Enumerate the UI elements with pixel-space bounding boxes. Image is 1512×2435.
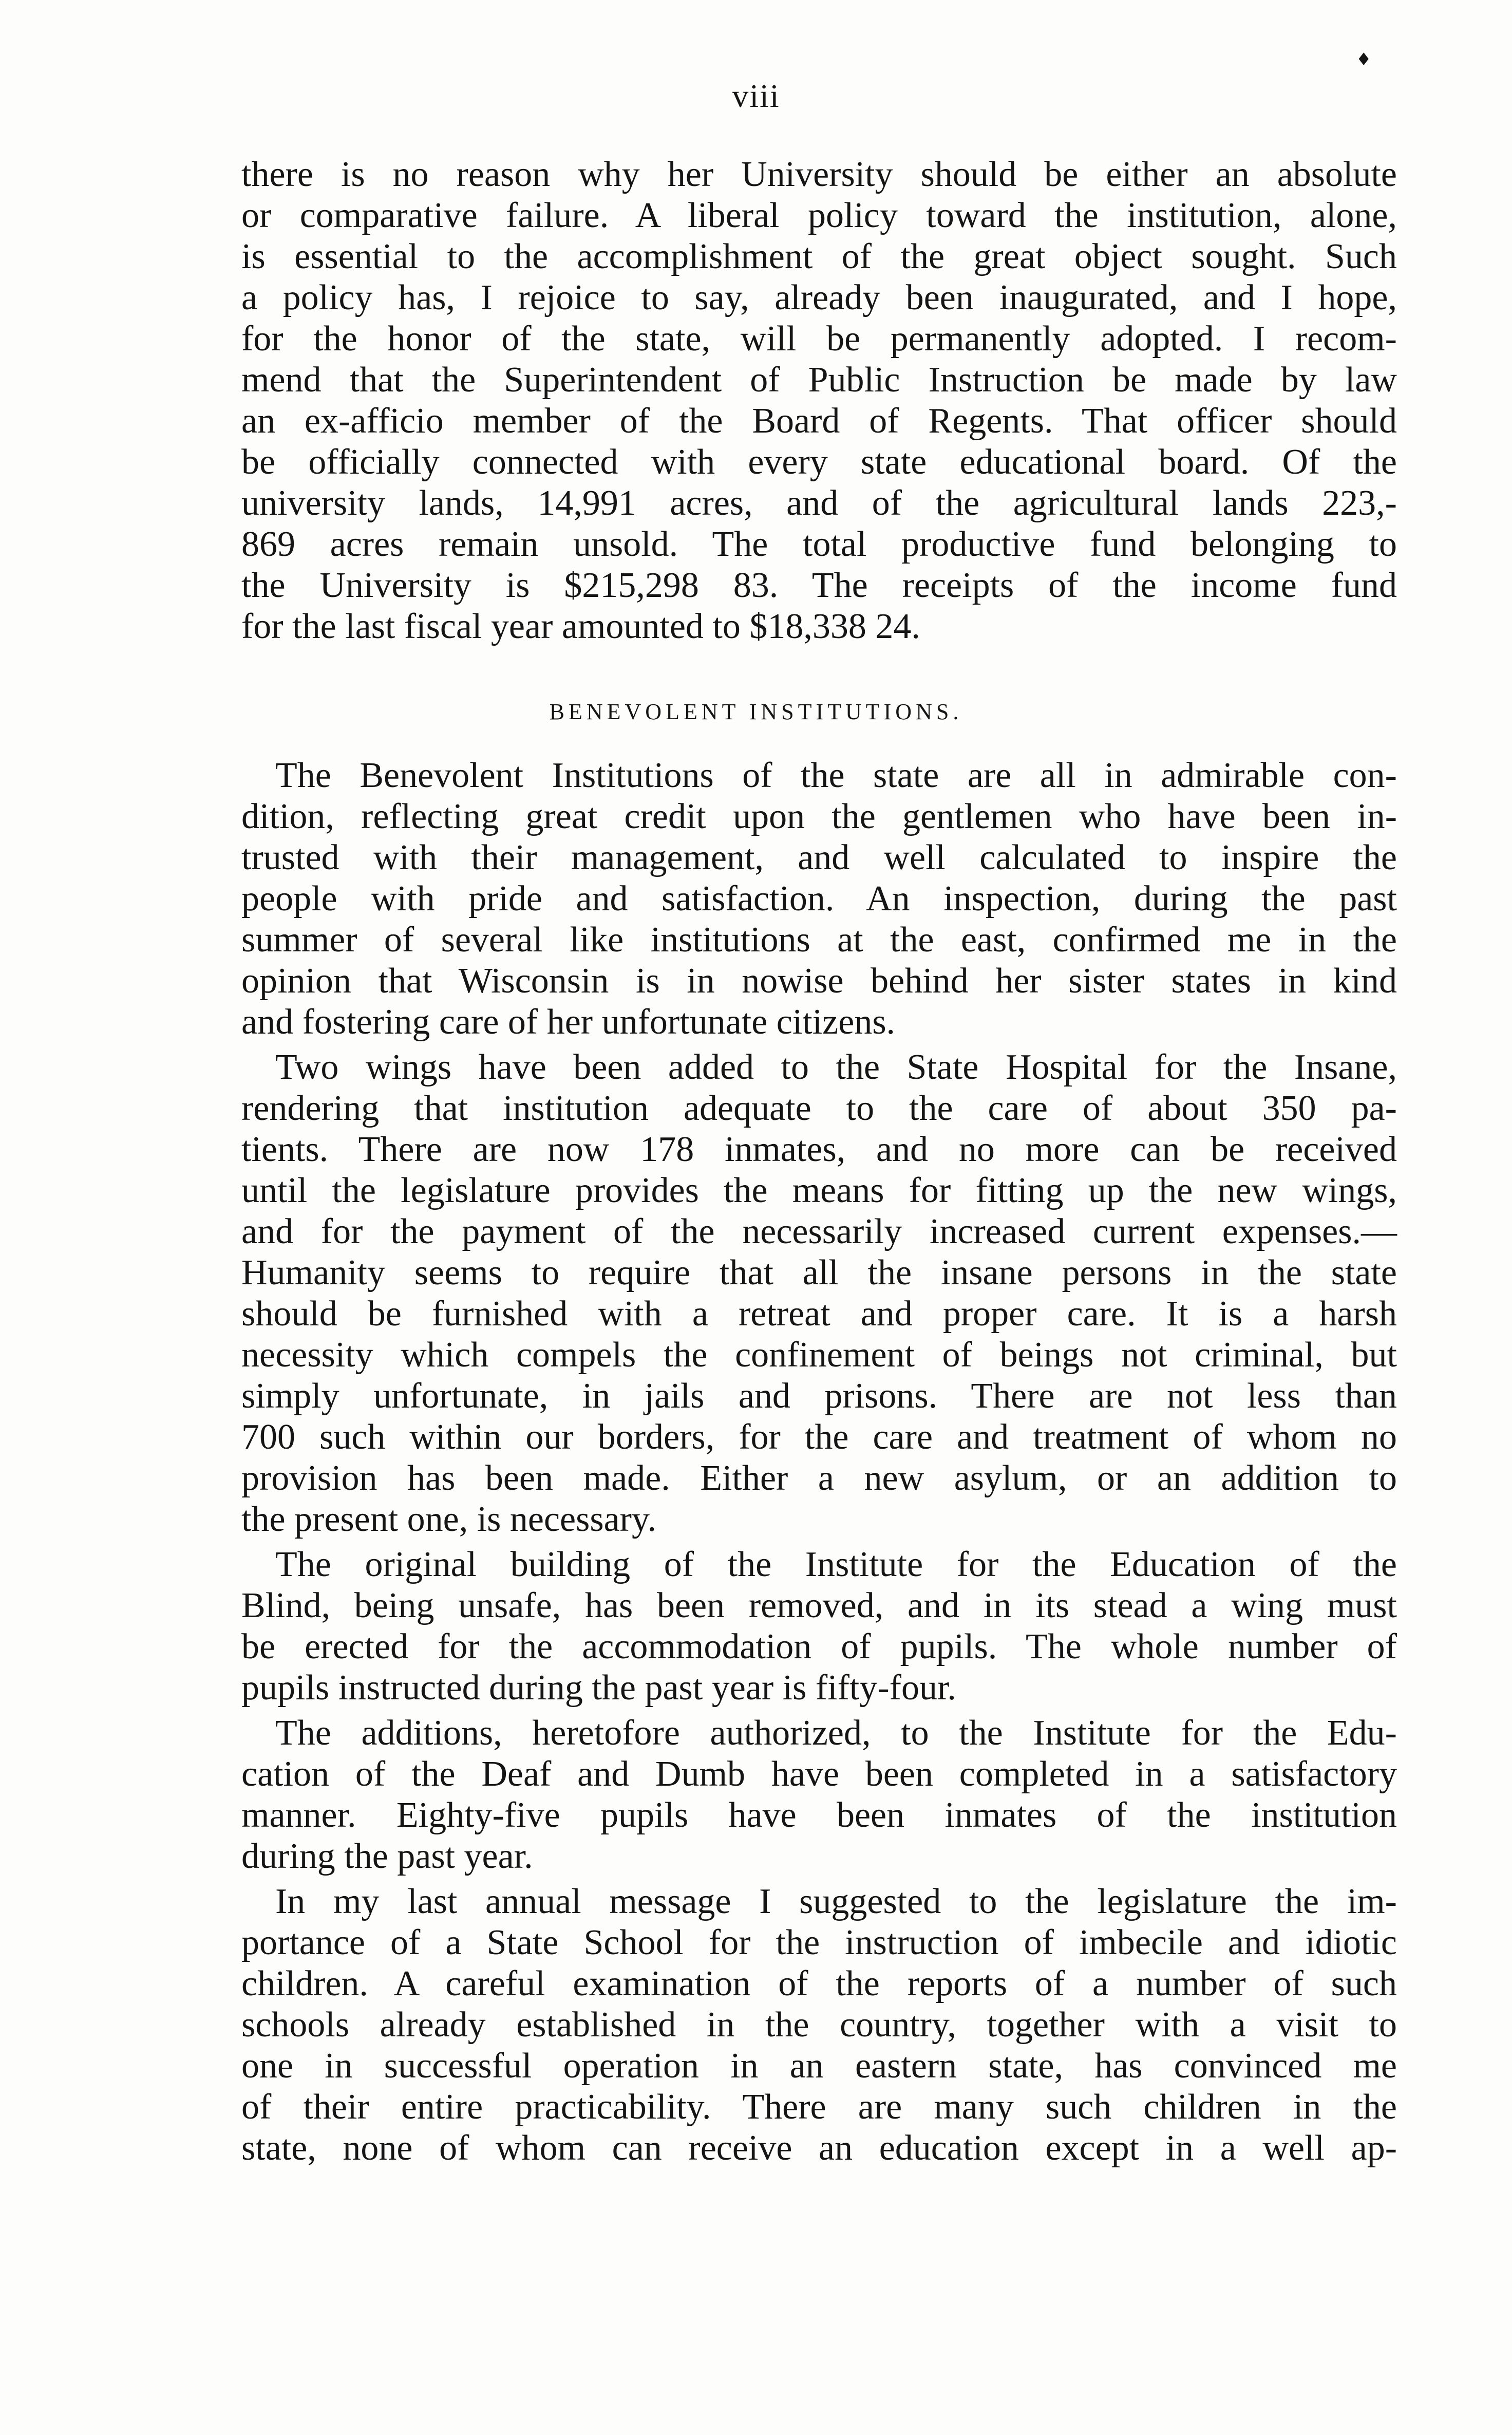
paragraph-insane-hospital: [241, 1047, 1397, 1540]
text-line: tients. There are now 178 inmates, and no more can be received: [241, 1130, 1397, 1169]
text-line: schools already established in the country, together with a visit to: [241, 2005, 1397, 2045]
text-line: the University is $215,298 83. The receipts of the income fund: [241, 566, 1397, 605]
text-line: trusted with their management, and well calculated to inspire the: [241, 838, 1397, 877]
text-line: until the legislature provides the means for fitting up the new wings,: [241, 1171, 1397, 1210]
text-line: for the last fiscal year amounted to $18,338 24.: [241, 607, 920, 646]
benevolent-section-body: [241, 755, 1397, 2169]
paragraph-blind-institute: [241, 1544, 1397, 1709]
text-line: necessity which compels the confinement of beings not criminal, but: [241, 1335, 1397, 1375]
corner-mark: ♦: [1356, 49, 1372, 70]
text-line: during the past year.: [241, 1837, 533, 1876]
paragraph-benevolent-condition: [241, 755, 1397, 1043]
text-line: The Benevolent Institutions of the state are all in admirable con-: [275, 756, 1397, 795]
text-line: Two wings have been added to the State Hospital for the Insane,: [275, 1047, 1397, 1087]
text-line: Blind, being unsafe, has been removed, and in its stead a wing must: [241, 1586, 1397, 1625]
text-line: an ex-afficio member of the Board of Regents. That officer should: [241, 401, 1397, 441]
text-line: portance of a State School for the instruction of imbecile and idiotic: [241, 1923, 1397, 1962]
paragraph-state-school: [241, 1881, 1397, 2169]
text-line: is essential to the accomplishment of the great object sought. Such: [241, 237, 1397, 276]
text-line: a policy has, I rejoice to say, already been inaugurated, and I hope,: [241, 278, 1397, 317]
page-number: viii: [732, 78, 780, 114]
paragraph-deaf-dumb-institute: [241, 1713, 1397, 1877]
text-line: be erected for the accommodation of pupils. The whole number of: [241, 1627, 1397, 1666]
text-line: 869 acres remain unsold. The total productive fund belonging to: [241, 525, 1397, 564]
section-heading: BENEVOLENT INSTITUTIONS.: [549, 699, 963, 724]
text-line: In my last annual message I suggested to the legislature the im-: [275, 1882, 1397, 1921]
text-line: of their entire practicability. There are many such children in the: [241, 2087, 1397, 2127]
text-line: rendering that institution adequate to the care of about 350 pa-: [241, 1089, 1397, 1128]
text-line: manner. Eighty-five pupils have been inmates of the institution: [241, 1795, 1397, 1835]
text-line: 700 such within our borders, for the care and treatment of whom no: [241, 1417, 1397, 1457]
text-line: children. A careful examination of the reports of a number of such: [241, 1964, 1397, 2003]
text-line: there is no reason why her University should be either an absolute: [241, 155, 1397, 194]
text-line: The original building of the Institute for the Education of the: [275, 1545, 1397, 1584]
text-line: cation of the Deaf and Dumb have been completed in a satisfactory: [241, 1754, 1397, 1794]
text-line: opinion that Wisconsin is in nowise behind her sister states in kind: [241, 961, 1397, 1001]
text-line: dition, reflecting great credit upon the gentlemen who have been in-: [241, 797, 1397, 836]
text-line: simply unfortunate, in jails and prisons. There are not less than: [241, 1376, 1397, 1416]
text-line: university lands, 14,991 acres, and of the agricultural lands 223,-: [241, 483, 1397, 523]
text-line: one in successful operation in an eastern state, has convinced me: [241, 2046, 1397, 2086]
text-line: or comparative failure. A liberal policy toward the institution, alone,: [241, 196, 1397, 235]
text-line: pupils instructed during the past year is fifty-four.: [241, 1668, 956, 1708]
text-line: provision has been made. Either a new asylum, or an addition to: [241, 1458, 1397, 1498]
text-line: summer of several like institutions at the east, confirmed me in the: [241, 920, 1397, 960]
text-line: Humanity seems to require that all the insane persons in the state: [241, 1253, 1397, 1293]
text-line: mend that the Superintendent of Public Instruction be made by law: [241, 360, 1397, 400]
text-line: The additions, heretofore authorized, to the Institute for the Edu-: [275, 1713, 1397, 1753]
intro-paragraph: [241, 154, 1397, 647]
text-line: state, none of whom can receive an education except in a well ap-: [241, 2128, 1397, 2168]
text-line: and for the payment of the necessarily increased current expenses.—: [241, 1212, 1397, 1251]
text-line: people with pride and satisfaction. An inspection, during the past: [241, 879, 1397, 919]
text-line: for the honor of the state, will be permanently adopted. I recom-: [241, 319, 1397, 359]
text-line: be officially connected with every state educational board. Of the: [241, 442, 1397, 482]
text-line: and fostering care of her unfortunate citizens.: [241, 1002, 896, 1042]
text-line: the present one, is necessary.: [241, 1500, 656, 1539]
text-line: should be furnished with a retreat and proper care. It is a harsh: [241, 1294, 1397, 1334]
